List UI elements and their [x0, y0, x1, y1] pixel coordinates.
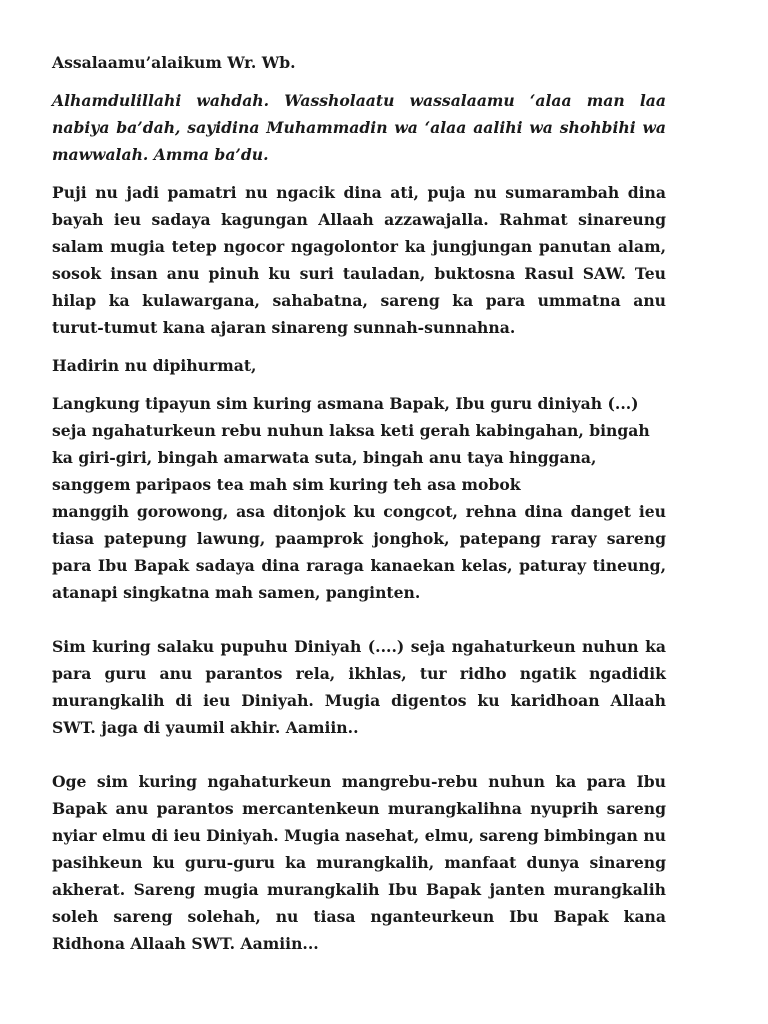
praise-paragraph: Puji nu jadi pamatri nu ngacik dina ati, puja nu sumarambah dina bayah ieu sadaya kagungan Allaah azzawajalla. Rahmat sinareung salam mugia tetep ngocor ngagolontor ka jungjungan panutan alam, sosok insan anu pinuh ku suri tauladan, buktosna Rasul SAW. Teu hilap ka kulawargana, sahabatna, sareng ka para ummatna anu turut-tumut kana ajaran sinareng sunnah-sunnahna. — [52, 183, 666, 337]
opening-prayer-paragraph: Alhamdulillahi wahdah. Wassholaatu wassalaamu ‘alaa man laa nabiya ba’dah, sayidina Muhammadin wa ‘alaa aalihi wa shohbihi wa mawwalah. Amma ba’du. — [52, 91, 666, 164]
head-paragraph: Sim kuring salaku pupuhu Diniyah (....) seja ngahaturkeun nuhun ka para guru anu parantos rela, ikhlas, tur ridho ngatik ngadidik murangkalih di ieu Diniyah. Mugia digentos ku karidhoan Allaah SWT. jaga di yaumil akhir. Aamiin.. — [52, 637, 666, 737]
thanks-paragraph — [52, 390, 666, 606]
parents-paragraph: Oge sim kuring ngahaturkeun mangrebu-rebu nuhun ka para Ibu Bapak anu parantos mercantenkeun murangkalihna nyuprih sareng nyiar elmu di ieu Diniyah. Mugia nasehat, elmu, sareng bimbingan nu pasihkeun ku guru-guru ka murangkalih, manfaat dunya sinareng akherat. Sareng mugia murangkalih Ibu Bapak janten murangkalih soleh sareng solehah, nu tiasa nganteurkeun Ibu Bapak kana Ridhona Allaah SWT. Aamiin... — [52, 772, 666, 953]
greeting-line: Assalaamu’alaikum Wr. Wb. — [52, 53, 296, 72]
thanks-paragraph-part2: manggih gorowong, asa ditonjok ku congcot, rehna dina danget ieu tiasa patepung lawung, paamprok jonghok, patepang raray sareng para Ibu Bapak sadaya dina raraga kanaekan kelas, paturay tineung, atanapi singkatna mah samen, panginten. — [52, 502, 666, 602]
document-page — [52, 49, 666, 968]
thanks-paragraph-part1: Langkung tipayun sim kuring asmana Bapak, Ibu guru diniyah (...) seja ngahaturkeun rebu nuhun laksa keti gerah kabingahan, bingah ka giri-giri, bingah amarwata suta, bingah anu taya hinggana, sanggem paripaos tea mah sim kuring teh asa mobok — [52, 394, 650, 494]
address-line: Hadirin nu dipihurmat, — [52, 356, 257, 375]
